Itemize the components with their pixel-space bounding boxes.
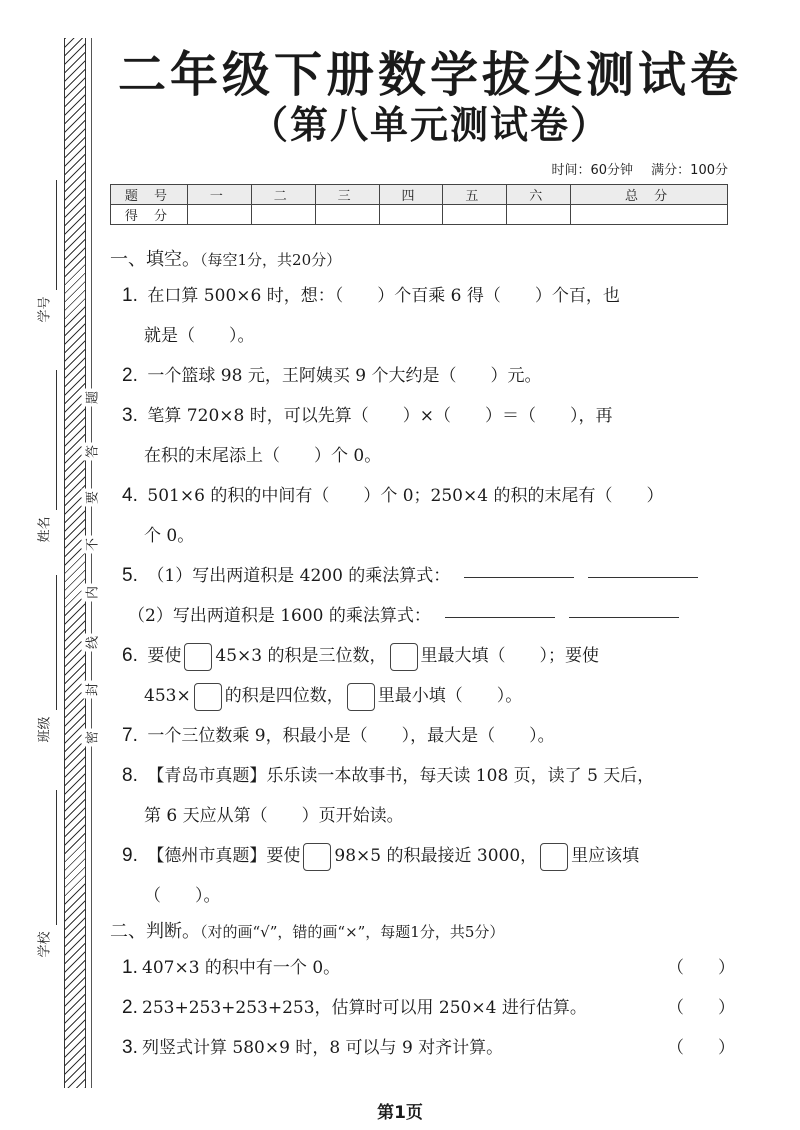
student-id-blank[interactable] (56, 180, 57, 290)
question-text-cont: 在积的末尾添上（ ）个 0。 (144, 446, 382, 466)
score-cell[interactable] (443, 205, 507, 225)
page-number: 第1页 (377, 1103, 423, 1123)
question-1 (122, 276, 735, 356)
score-cell[interactable] (379, 205, 443, 225)
answer-blank[interactable] (464, 576, 574, 578)
judge-item (122, 1028, 735, 1068)
question-text: 在口算 500×6 时，想：（ ）个百乘 6 得（ ）个百，也 (147, 286, 620, 306)
question-text: 一个篮球 98 元，王阿姨买 9 个大约是（ ）元。 (147, 366, 542, 386)
question-number: 6. (122, 645, 138, 666)
question-text: 的积是四位数， (224, 686, 344, 706)
question-2 (122, 356, 735, 396)
judge-item (122, 988, 735, 1028)
question-text: 253+253+253+253，估算时可以用 250×4 进行估算。 (142, 998, 587, 1018)
seal-char: 答 (82, 443, 101, 461)
score-cell[interactable] (188, 205, 252, 225)
answer-paren[interactable]: （ ） (667, 1038, 735, 1058)
score-header-cell: 一 (188, 185, 252, 205)
question-number: 8. (122, 765, 138, 786)
answer-blank[interactable] (588, 576, 698, 578)
question-3 (122, 396, 735, 476)
score-table-score-row (111, 205, 728, 225)
score-header-cell: 四 (379, 185, 443, 205)
question-text: 里最小填（ ）。 (377, 686, 523, 706)
question-number: 4. (122, 485, 138, 506)
question-text: 【青岛市真题】乐乐读一本故事书，每天读 108 页，读了 5 天后， (147, 766, 655, 786)
question-number: 9. (122, 845, 138, 866)
score-cell[interactable] (251, 205, 315, 225)
page-subtitle: （第八单元测试卷） (249, 103, 610, 147)
answer-paren[interactable]: （ ） (667, 958, 735, 978)
question-text-cont: 第 6 天应从第（ ）页开始读。 (144, 806, 404, 826)
answer-blank[interactable] (445, 616, 555, 618)
score-table-header-row (111, 185, 728, 205)
question-number: 1. (122, 957, 138, 978)
question-text: 501×6 的积的中间有（ ）个 0；250×4 的积的末尾有（ ） (147, 486, 664, 506)
name-label: 姓名 (37, 516, 53, 543)
question-number: 7. (122, 725, 138, 746)
question-7 (122, 716, 735, 756)
answer-box[interactable] (390, 643, 418, 671)
class-blank[interactable] (56, 575, 57, 710)
score-cell[interactable] (315, 205, 379, 225)
name-blank[interactable] (56, 370, 57, 510)
question-text-cont: （2）写出两道积是 1600 的乘法算式： (128, 606, 431, 626)
score-table (110, 184, 728, 225)
question-text-cont: 个 0。 (144, 526, 195, 546)
question-text: 笔算 720×8 时，可以先算（ ）×（ ）＝（ ），再 (147, 406, 613, 426)
question-text: 要使 (147, 646, 182, 666)
score-cell[interactable] (571, 205, 728, 225)
section-2-heading (110, 916, 735, 948)
question-text: 98×5 的积最接近 3000， (334, 846, 538, 866)
question-6 (122, 636, 735, 716)
seal-char: 要 (82, 489, 101, 507)
page-title: 二年级下册数学拔尖测试卷 (117, 47, 742, 103)
exam-time: 时间：60分钟 (551, 163, 634, 178)
question-5 (122, 556, 735, 636)
exam-full-score: 满分：100分 (651, 163, 728, 178)
score-header-cell: 六 (507, 185, 571, 205)
question-text-cont: （ ）。 (144, 886, 221, 906)
seal-char: 封 (82, 681, 101, 699)
question-8 (122, 756, 735, 836)
score-header-cell: 三 (315, 185, 379, 205)
seal-line (91, 38, 92, 1088)
score-header-cell: 总 分 (571, 185, 728, 205)
binding-hatch-strip (64, 38, 86, 1088)
answer-box[interactable] (194, 683, 222, 711)
student-id-label: 学号 (37, 296, 53, 323)
binding-margin (0, 0, 100, 1130)
answer-box[interactable] (184, 643, 212, 671)
question-number: 3. (122, 1037, 138, 1058)
school-blank[interactable] (56, 790, 57, 925)
question-text: 里最大填（ ）；要使 (420, 646, 600, 666)
score-header-cell: 题 号 (111, 185, 188, 205)
question-text: 【德州市真题】要使 (147, 846, 301, 866)
question-number: 5. (122, 565, 138, 586)
exam-meta (537, 159, 728, 178)
question-4 (122, 476, 735, 556)
question-text: 里应该填 (571, 846, 640, 866)
question-text: 列竖式计算 580×9 时，8 可以与 9 对齐计算。 (142, 1038, 504, 1058)
section-1-title: 一、填空。 (110, 249, 200, 270)
score-cell[interactable] (507, 205, 571, 225)
question-9 (122, 836, 735, 916)
school-label: 学校 (37, 931, 53, 958)
section-2-note: （对的画“√”，错的画“×”，每题1分，共5分） (200, 923, 505, 941)
judge-item (122, 948, 735, 988)
question-text: 45×3 的积是三位数， (215, 646, 387, 666)
question-text: 453× (144, 686, 191, 706)
question-text: 407×3 的积中有一个 0。 (142, 958, 341, 978)
answer-blank[interactable] (569, 616, 679, 618)
question-text: （1）写出两道积是 4200 的乘法算式： (147, 566, 451, 586)
answer-box[interactable] (347, 683, 375, 711)
seal-char: 内 (82, 584, 101, 602)
question-number: 2. (122, 997, 138, 1018)
score-header-cell: 五 (443, 185, 507, 205)
section-1-heading (110, 244, 735, 276)
question-text-cont: 就是（ ）。 (144, 326, 255, 346)
score-header-cell: 二 (251, 185, 315, 205)
score-row-label: 得 分 (111, 205, 188, 225)
section-2-title: 二、判断。 (110, 921, 200, 942)
question-number: 3. (122, 405, 138, 426)
answer-paren[interactable]: （ ） (667, 998, 735, 1018)
seal-char: 题 (82, 389, 101, 407)
seal-char: 密 (82, 729, 101, 747)
seal-char: 线 (82, 634, 101, 652)
question-text: 一个三位数乘 9，积最小是（ ），最大是（ ）。 (147, 726, 555, 746)
answer-box[interactable] (540, 843, 568, 871)
question-number: 2. (122, 365, 138, 386)
class-label: 班级 (37, 716, 53, 743)
answer-box[interactable] (303, 843, 331, 871)
question-number: 1. (122, 285, 138, 306)
section-1-note: （每空1分，共20分） (200, 251, 342, 269)
exam-content (110, 244, 735, 1068)
seal-char: 不 (82, 536, 101, 554)
